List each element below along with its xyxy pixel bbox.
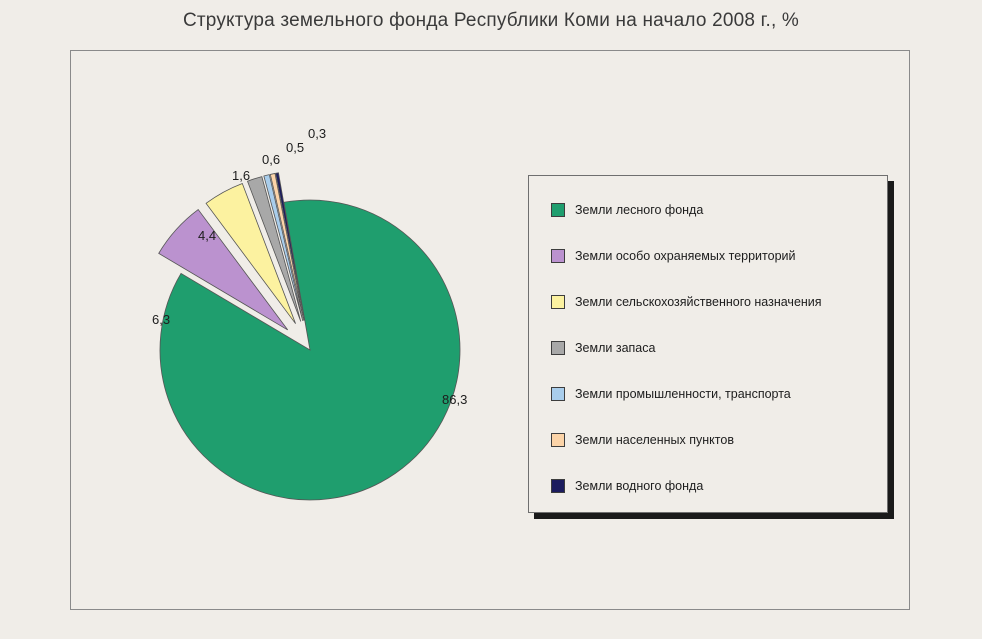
slice-label-2: 4,4 [198, 228, 217, 243]
legend-item-label: Земли населенных пунктов [575, 433, 734, 447]
legend-item [551, 248, 796, 264]
chart-title: Структура земельного фонда Республики Коми на начало 2008 г., % [182, 10, 800, 31]
pie-svg [110, 120, 530, 540]
slice-label-1: 6,3 [152, 312, 171, 327]
legend-swatch-icon [551, 479, 565, 493]
legend-swatch-icon [551, 203, 565, 217]
legend [528, 175, 888, 513]
legend-item [551, 202, 703, 218]
legend-item [551, 478, 703, 494]
legend-item-label: Земли запаса [575, 341, 656, 355]
legend-swatch-icon [551, 387, 565, 401]
legend-item [551, 432, 734, 448]
legend-item-label: Земли промышленности, транспорта [575, 387, 791, 401]
slice-label-3: 1,6 [232, 168, 251, 183]
legend-item-label: Земли особо охраняемых территорий [575, 249, 796, 263]
pie-chart [110, 120, 530, 540]
slice-label-0: 86,3 [442, 392, 468, 407]
legend-item-label: Земли водного фонда [575, 479, 704, 493]
legend-swatch-icon [551, 249, 565, 263]
legend-swatch-icon [551, 341, 565, 355]
legend-item-label: Земли сельскохозяйственного назначения [575, 295, 822, 309]
legend-item-label: Земли лесного фонда [575, 203, 704, 217]
legend-swatch-icon [551, 295, 565, 309]
slice-label-6: 0,3 [308, 126, 327, 141]
pie-slices [159, 173, 460, 500]
legend-item [551, 294, 822, 310]
slice-label-5: 0,5 [286, 140, 305, 155]
legend-swatch-icon [551, 433, 565, 447]
legend-item [551, 386, 791, 402]
legend-item [551, 340, 655, 356]
slice-label-4: 0,6 [262, 152, 281, 167]
